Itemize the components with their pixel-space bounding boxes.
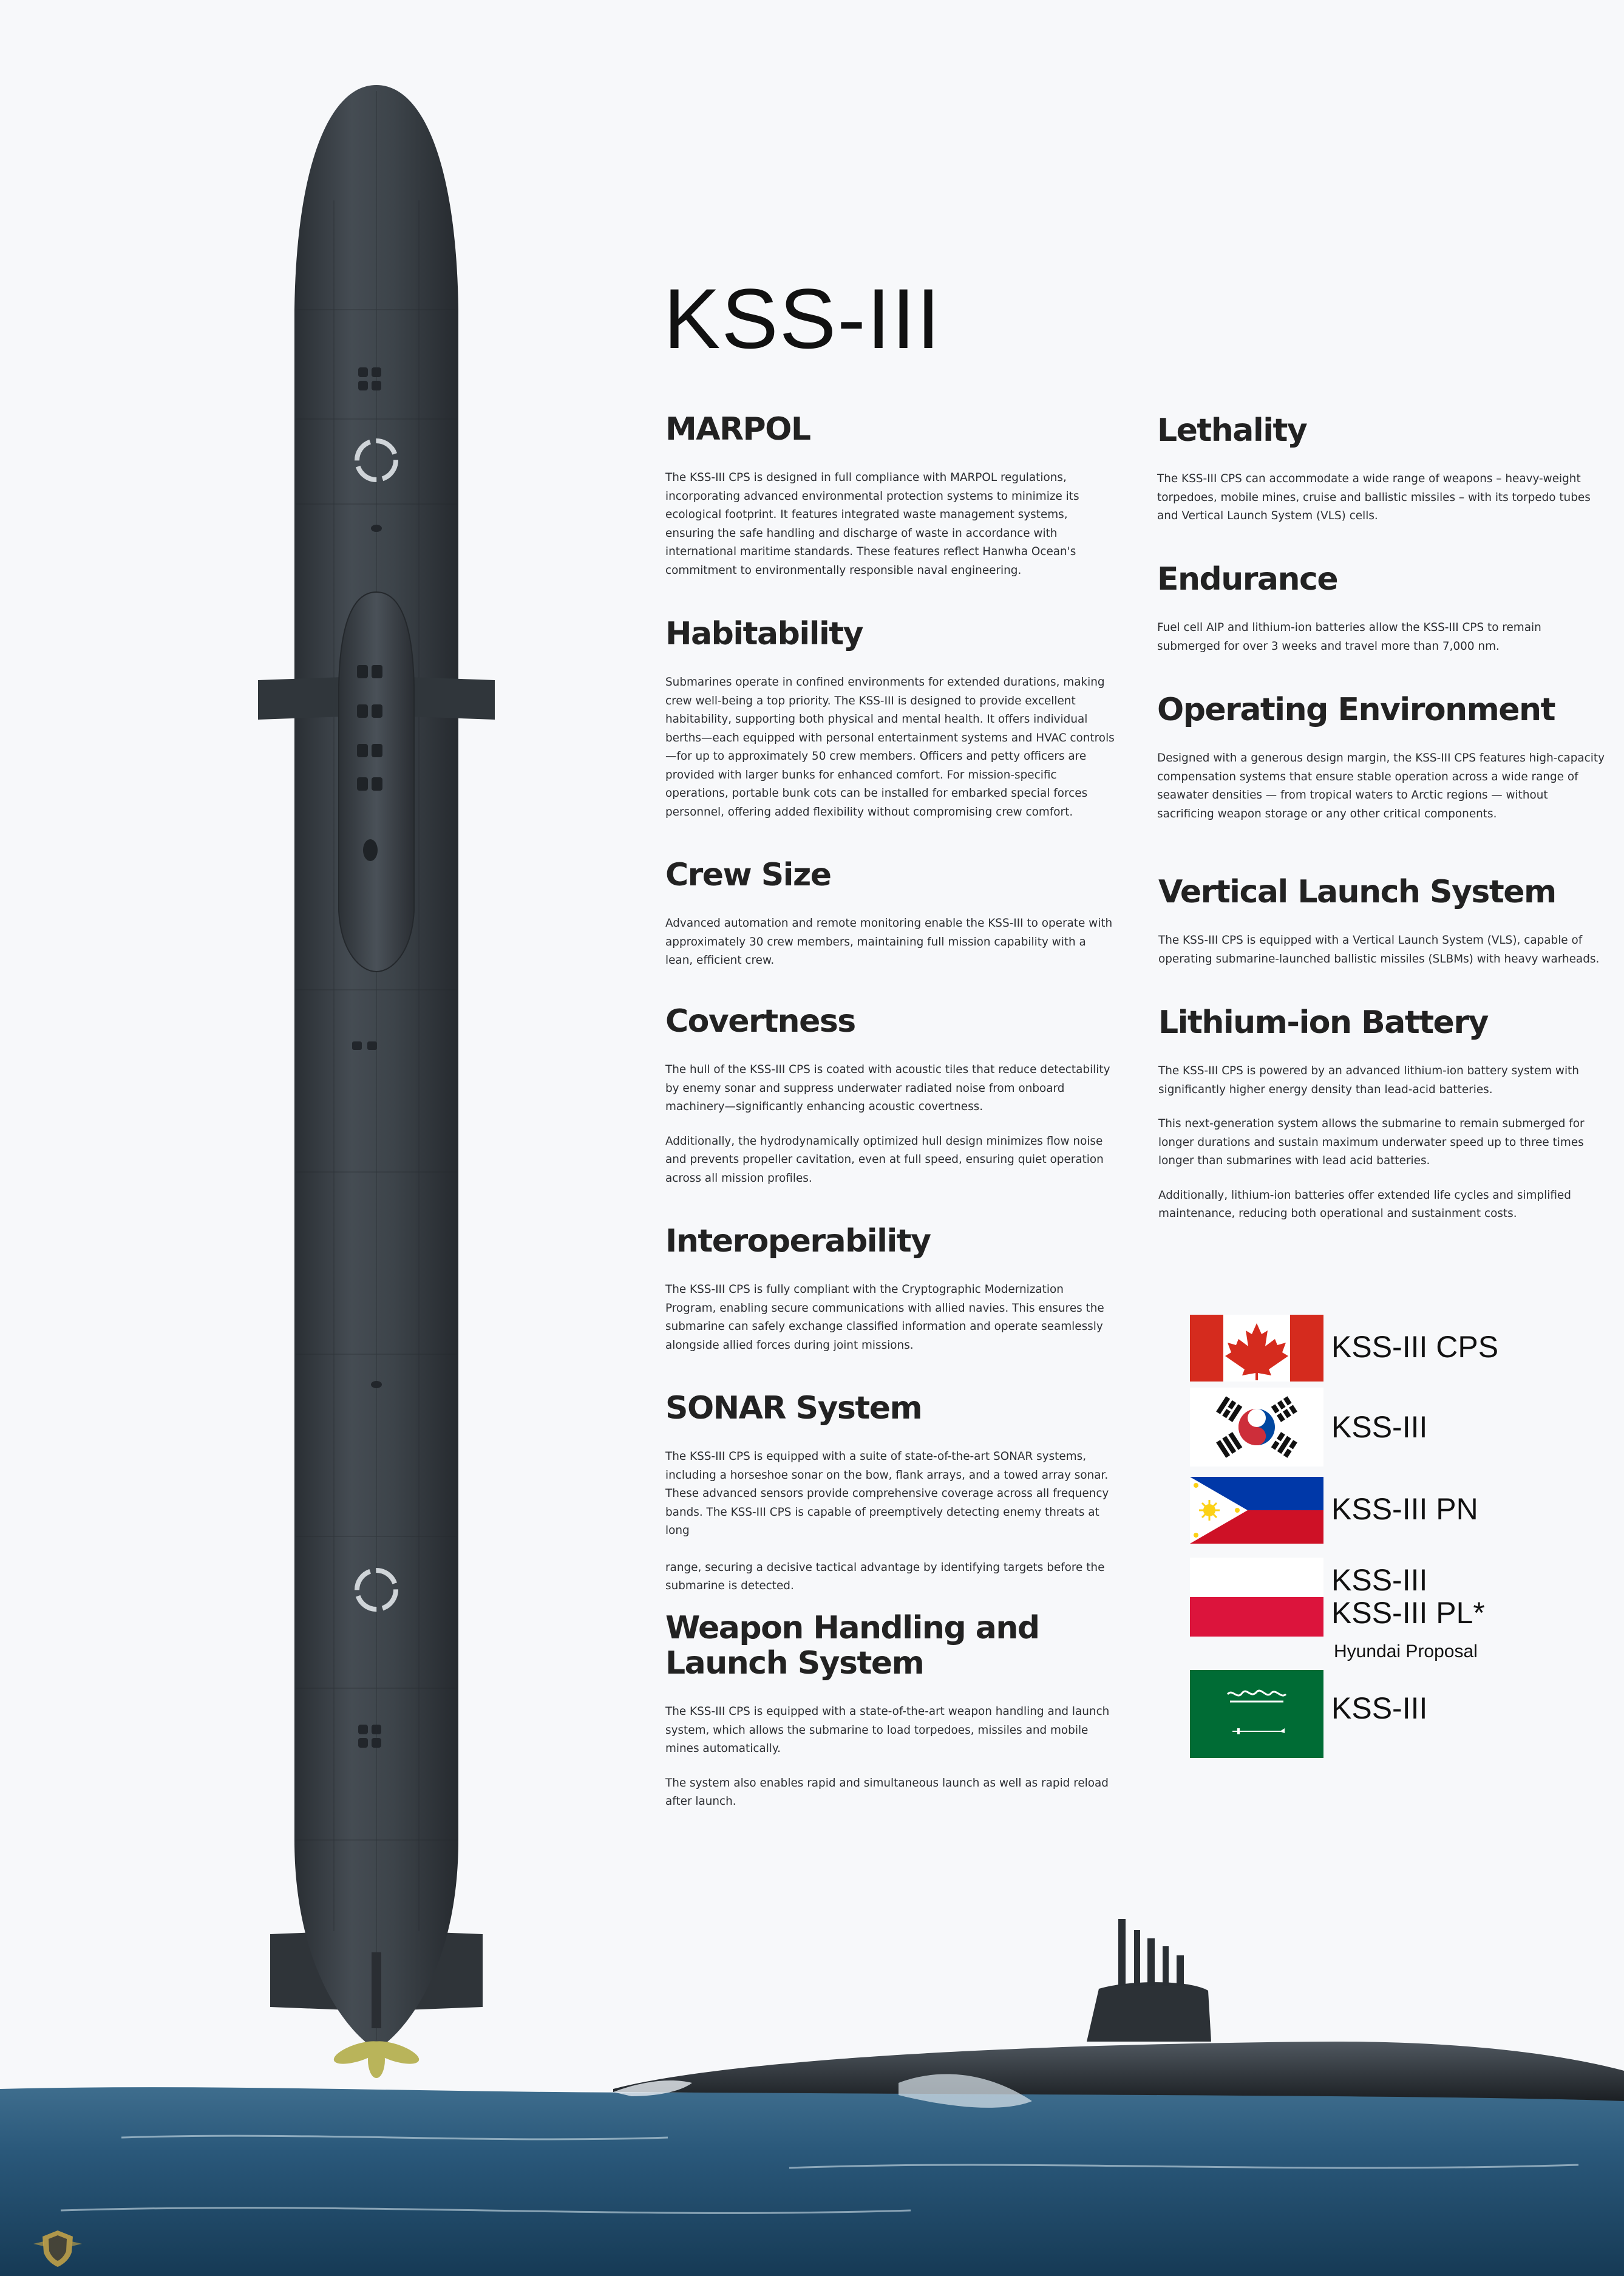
- section-heading: Covertness: [665, 1003, 855, 1040]
- section-heading: Habitability: [665, 616, 863, 652]
- section-paragraph: The KSS-III CPS is designed in full compliance with MARPOL regulations, incorporating advanced environmental protection systems to minimize its ecological footprint. It features integrated waste management systems, ensuring the safe handling and discharge of waste in accordance with international maritime standards. These features reflect Hanwha Ocean's commitment to environmentally responsible naval engineering.: [665, 471, 1079, 577]
- sea-with-submarine-side-view-illustration: [0, 1882, 1624, 2276]
- emblem-logo-icon: [30, 2226, 85, 2271]
- section-lethality: [1157, 413, 1606, 542]
- section-paragraph: The KSS-III CPS is equipped with a suite of state-of-the-art SONAR systems, including a horseshoe sonar on the bow, flank arrays, and a towed array sonar. These advanced sensors provide comprehensive coverage across all frequency bands. The KSS-III CPS is capable of preemptively detecting enemy threats at long: [665, 1450, 1109, 1538]
- section-paragraph: The system also enables rapid and simultaneous launch as well as rapid reload after launch.: [665, 1776, 1109, 1808]
- section-heading: Operating Environment: [1157, 692, 1555, 728]
- operator-label: KSS-III PL*: [1331, 1596, 1485, 1630]
- section-paragraph: This next-generation system allows the submarine to remain submerged for longer durations and sustain maximum underwater speed up to three times longer than submarines with lead acid batteries.: [1158, 1117, 1585, 1168]
- canada-flag-icon: [1190, 1315, 1323, 1382]
- section-heading: SONAR System: [665, 1390, 922, 1426]
- section-vertical-launch-system: [1158, 874, 1608, 984]
- section-paragraph: The KSS-III CPS can accommodate a wide range of weapons – heavy-weight torpedoes, mobile mines, cruise and ballistic missiles – with its torpedo tubes and Vertical Launch System (VLS) cells.: [1157, 472, 1591, 523]
- section-paragraph: The KSS-III CPS is equipped with a state-of-the-art weapon handling and launch system, which allows the submarine to load torpedoes, missiles and mobile mines automatically.: [665, 1705, 1110, 1756]
- section-covertness: [665, 1004, 1115, 1204]
- section-paragraph: Fuel cell AIP and lithium-ion batteries allow the KSS-III CPS to remain submerged for over 3 weeks and travel more than 7,000 nm.: [1157, 621, 1541, 653]
- section-interoperability: [665, 1224, 1115, 1371]
- section-weapon-handling: [665, 1610, 1115, 1827]
- section-heading: Endurance: [1157, 561, 1338, 598]
- section-paragraph: Advanced automation and remote monitoring enable the KSS-III to operate with approximately 30 crew members, maintaining full mission capability with a lean, efficient crew.: [665, 917, 1113, 967]
- poland-flag-icon: [1190, 1558, 1323, 1637]
- section-paragraph: Additionally, the hydrodynamically optimized hull design minimizes flow noise and prevents propeller cavitation, even at full speed, ensuring quiet operation across all mission profiles.: [665, 1134, 1104, 1185]
- operator-label: KSS-III PN: [1331, 1492, 1478, 1526]
- philippines-flag-icon: [1190, 1477, 1323, 1544]
- operator-label: KSS-III: [1331, 1410, 1428, 1444]
- saudi-arabia-flag-icon: [1190, 1670, 1323, 1758]
- section-paragraph: The KSS-III CPS is fully compliant with the Cryptographic Modernization Program, enabling secure communications with allied navies. This ensures the submarine can safely exchange classified information and operate seamlessly alongside allied forces during joint missions.: [665, 1283, 1104, 1352]
- section-paragraph: The KSS-III CPS is equipped with a Vertical Launch System (VLS), capable of operating submarine-launched ballistic missiles (SLBMs) with heavy warheads.: [1158, 934, 1600, 966]
- section-paragraph: Submarines operate in confined environments for extended durations, making crew well-being a top priority. The KSS-III is designed to provide excellent habitability, supporting both physical and mental health. It offers individual berths—each equipped with personal entertainment systems and HVAC controls—for up to approximately 50 crew members. Officers and petty officers are provided with larger bunks for enhanced comfort. For mission-specific operations, portable bunk cots can be installed for embarked special forces personnel, offering added flexibility without compromising crew comfort.: [665, 676, 1115, 819]
- south-korea-flag-icon: [1190, 1388, 1323, 1467]
- operator-label: KSS-III CPS: [1331, 1330, 1499, 1364]
- section-paragraph: Designed with a generous design margin, the KSS-III CPS features high-capacity compensation systems that ensure stable operation across a wide range of seawater densities — from tropical waters to Arctic regions — without sacrificing weapon storage or any other critical components.: [1157, 752, 1605, 820]
- section-paragraph: range, securing a decisive tactical advantage by identifying targets before the submarine is detected.: [665, 1561, 1105, 1593]
- section-heading: Lithium-ion Battery: [1158, 1004, 1488, 1041]
- operators-list: [1190, 1315, 1554, 1764]
- section-heading: Vertical Launch System: [1158, 874, 1556, 910]
- section-operating-environment: [1157, 692, 1606, 839]
- section-heading: Interoperability: [665, 1223, 931, 1259]
- section-endurance: [1157, 562, 1606, 672]
- operator-label: KSS-III: [1331, 1691, 1428, 1725]
- section-paragraph: The hull of the KSS-III CPS is coated with acoustic tiles that reduce detectability by enemy sonar and suppress underwater radiated noise from onboard machinery—significantly enhancing acoustic covertness.: [665, 1063, 1110, 1114]
- operator-note: Hyundai Proposal: [1334, 1641, 1478, 1661]
- section-sonar-system: [665, 1391, 1115, 1612]
- section-heading: Weapon Handling and Launch System: [665, 1610, 1039, 1682]
- section-heading: Lethality: [1157, 412, 1307, 449]
- section-habitability: [665, 616, 1115, 837]
- section-paragraph: The KSS-III CPS is powered by an advanced lithium-ion battery system with significantly higher energy density than lead-acid batteries.: [1158, 1065, 1579, 1096]
- section-heading: MARPOL: [665, 411, 810, 448]
- submarine-top-view-illustration: [243, 79, 510, 2083]
- section-marpol: [665, 412, 1115, 596]
- section-lithium-ion-battery: [1158, 1005, 1608, 1239]
- operator-label: KSS-III: [1331, 1563, 1428, 1597]
- section-crew-size: [665, 857, 1115, 986]
- section-paragraph: Additionally, lithium-ion batteries offer extended life cycles and simplified maintenance, reducing both operational and sustainment costs.: [1158, 1188, 1571, 1221]
- section-heading: Crew Size: [665, 857, 831, 893]
- page-title: KSS-III: [664, 271, 942, 366]
